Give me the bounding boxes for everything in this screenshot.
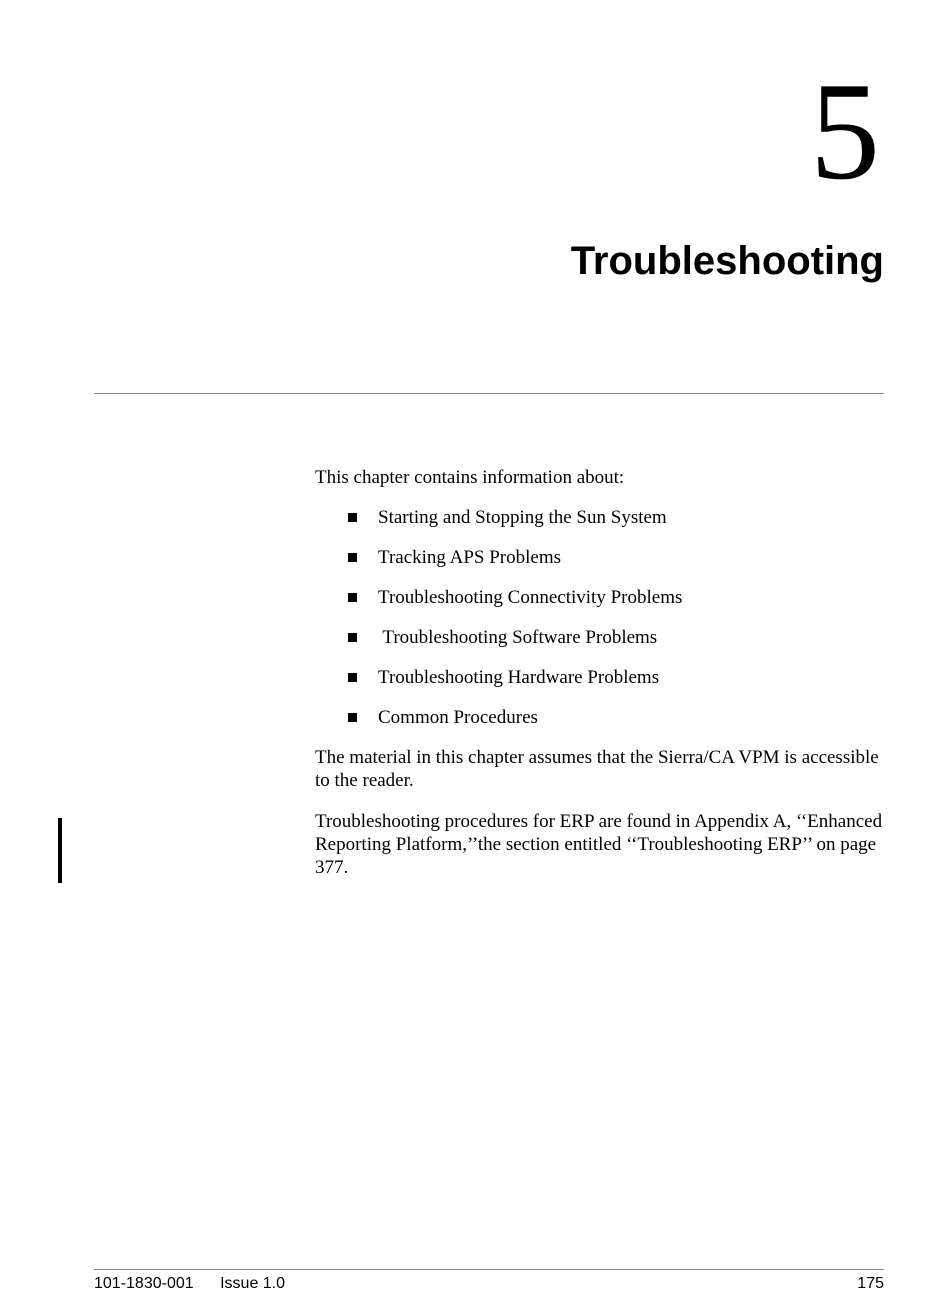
topic-list bbox=[315, 506, 890, 729]
list-item bbox=[315, 506, 890, 529]
list-item-label: Troubleshooting Software Problems bbox=[378, 627, 658, 648]
issue-label: Issue 1.0 bbox=[220, 1275, 286, 1292]
chapter-number: 5 bbox=[810, 54, 880, 209]
paragraph-assumption: The material in this chapter assumes that the Sierra/CA VPM is accessible to the reader. bbox=[315, 747, 879, 791]
list-item bbox=[315, 706, 890, 729]
list-item bbox=[315, 626, 890, 649]
list-item-label: Troubleshooting Hardware Problems bbox=[378, 667, 660, 688]
square-bullet-icon bbox=[348, 593, 357, 602]
header-divider bbox=[94, 393, 884, 394]
list-item bbox=[315, 546, 890, 569]
list-item-label: Starting and Stopping the Sun System bbox=[378, 507, 667, 528]
chapter-title: Troubleshooting bbox=[570, 239, 884, 283]
square-bullet-icon bbox=[348, 633, 357, 642]
footer-divider bbox=[94, 1269, 884, 1270]
square-bullet-icon bbox=[348, 553, 357, 562]
list-item-label: Troubleshooting Connectivity Problems bbox=[378, 587, 683, 608]
intro-text: This chapter contains information about: bbox=[315, 467, 625, 488]
page-number: 175 bbox=[857, 1275, 884, 1292]
paragraph-erp-reference: Troubleshooting procedures for ERP are found in Appendix A, ‘‘Enhanced Reporting Platform,’’the section entitled ‘‘Troubleshooting ERP’’ on page 377. bbox=[315, 811, 883, 878]
square-bullet-icon bbox=[348, 713, 357, 722]
list-item-label: Tracking APS Problems bbox=[378, 547, 561, 568]
page-footer bbox=[94, 1274, 884, 1294]
document-id: 101-1830-001 bbox=[94, 1275, 194, 1292]
square-bullet-icon bbox=[348, 673, 357, 682]
square-bullet-icon bbox=[348, 513, 357, 522]
change-bar bbox=[58, 818, 62, 883]
list-item bbox=[315, 666, 890, 689]
chapter-body bbox=[315, 466, 890, 897]
list-item bbox=[315, 586, 890, 609]
list-item-label: Common Procedures bbox=[378, 707, 538, 728]
